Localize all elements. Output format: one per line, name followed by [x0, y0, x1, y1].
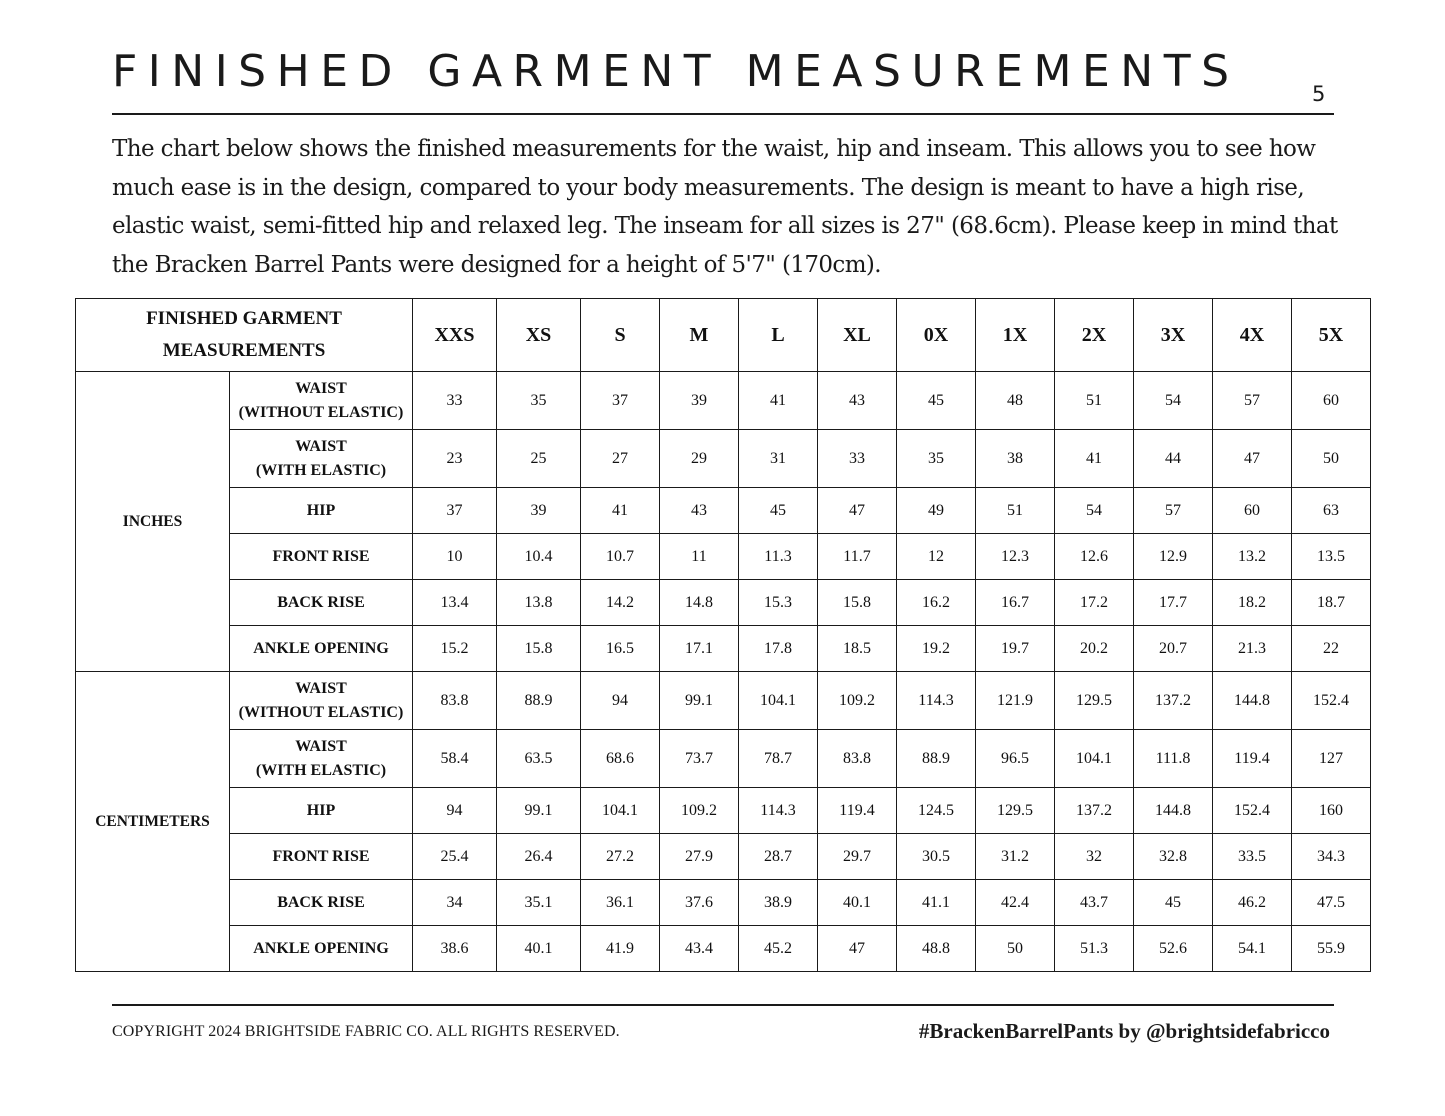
size-header: S	[581, 299, 660, 372]
table-cell: 14.8	[660, 580, 739, 626]
intro-paragraph: The chart below shows the finished measurements for the waist, hip and inseam. This allows you to see how much ease is in the design, compared to your body measurements. The design is meant to have a high rise, elastic waist, semi-fitted hip and relaxed leg. The inseam for all sizes is 27" (68.6cm). Please keep in mind that the Bracken Barrel Pants were designed for a height of 5'7" (170cm).	[112, 136, 1338, 278]
table-cell: 27.9	[660, 834, 739, 880]
table-cell: 51	[1055, 372, 1134, 430]
measurement-label	[230, 488, 413, 534]
table-cell: 94	[581, 672, 660, 730]
table-cell: 41.9	[581, 926, 660, 972]
measurement-label-line-1: ANKLE OPENING	[253, 939, 389, 957]
table-cell: 88.9	[897, 730, 976, 788]
table-cell: 94	[413, 788, 497, 834]
table-cell: 152.4	[1292, 672, 1371, 730]
table-cell: 104.1	[581, 788, 660, 834]
measurement-label-line-1: FRONT RISE	[272, 847, 370, 865]
table-cell: 41.1	[897, 880, 976, 926]
table-cell: 109.2	[818, 672, 897, 730]
measurement-label	[230, 880, 413, 926]
size-header: 5X	[1292, 299, 1371, 372]
table-cell: 47.5	[1292, 880, 1371, 926]
table-cell: 13.5	[1292, 534, 1371, 580]
table-cell: 12.6	[1055, 534, 1134, 580]
table-cell: 26.4	[497, 834, 581, 880]
measurement-label-line-2: (WITH ELASTIC)	[255, 761, 387, 779]
table-cell: 50	[976, 926, 1055, 972]
table-cell: 19.2	[897, 626, 976, 672]
table-cell: 45.2	[739, 926, 818, 972]
table-cell: 41	[581, 488, 660, 534]
table-cell: 88.9	[497, 672, 581, 730]
measurement-label	[230, 730, 413, 788]
table-cell: 45	[1134, 880, 1213, 926]
table-cell: 32	[1055, 834, 1134, 880]
table-cell: 40.1	[818, 880, 897, 926]
size-header: XL	[818, 299, 897, 372]
table-cell: 30.5	[897, 834, 976, 880]
table-cell: 27.2	[581, 834, 660, 880]
size-header: M	[660, 299, 739, 372]
table-cell: 41	[1055, 430, 1134, 488]
table-cell: 16.7	[976, 580, 1055, 626]
table-cell: 137.2	[1134, 672, 1213, 730]
table-cell: 104.1	[1055, 730, 1134, 788]
table-cell: 57	[1134, 488, 1213, 534]
table-cell: 10	[413, 534, 497, 580]
table-cell: 43.7	[1055, 880, 1134, 926]
footer-divider	[112, 1004, 1334, 1006]
table-cell: 54	[1055, 488, 1134, 534]
unit-group-label: INCHES	[76, 372, 230, 672]
table-row	[76, 834, 1371, 880]
table-cell: 60	[1213, 488, 1292, 534]
size-header: XS	[497, 299, 581, 372]
table-cell: 21.3	[1213, 626, 1292, 672]
table-body	[76, 372, 1371, 972]
table-cell: 17.7	[1134, 580, 1213, 626]
corner-header-line-2: MEASUREMENTS	[162, 340, 326, 361]
table-cell: 50	[1292, 430, 1371, 488]
table-row	[76, 534, 1371, 580]
table-cell: 13.2	[1213, 534, 1292, 580]
hashtag-credit: #BrackenBarrelPants by @brightsidefabricco	[918, 1019, 1330, 1043]
size-header: 1X	[976, 299, 1055, 372]
measurement-label-line-1: WAIST	[295, 437, 347, 455]
table-cell: 60	[1292, 372, 1371, 430]
measurement-label-line-2: (WITHOUT ELASTIC)	[238, 703, 404, 721]
table-cell: 39	[497, 488, 581, 534]
table-cell: 51.3	[1055, 926, 1134, 972]
table-cell: 47	[818, 488, 897, 534]
table-cell: 55.9	[1292, 926, 1371, 972]
table-row	[76, 926, 1371, 972]
table-cell: 15.2	[413, 626, 497, 672]
table-cell: 29	[660, 430, 739, 488]
measurement-label-line-2: (WITHOUT ELASTIC)	[238, 403, 404, 421]
table-corner-header	[76, 299, 413, 372]
size-header: 0X	[897, 299, 976, 372]
table-cell: 20.2	[1055, 626, 1134, 672]
table-cell: 17.2	[1055, 580, 1134, 626]
table-cell: 119.4	[818, 788, 897, 834]
table-cell: 152.4	[1213, 788, 1292, 834]
measurement-label-line-1: HIP	[306, 801, 336, 819]
table-cell: 111.8	[1134, 730, 1213, 788]
table-cell: 38.6	[413, 926, 497, 972]
table-cell: 10.7	[581, 534, 660, 580]
measurement-label-line-1: BACK RISE	[277, 893, 365, 911]
table-cell: 18.5	[818, 626, 897, 672]
table-cell: 27	[581, 430, 660, 488]
table-cell: 35.1	[497, 880, 581, 926]
table-cell: 37.6	[660, 880, 739, 926]
table-cell: 20.7	[1134, 626, 1213, 672]
table-cell: 33.5	[1213, 834, 1292, 880]
table-cell: 31	[739, 430, 818, 488]
page-number: 5	[1312, 82, 1326, 106]
table-cell: 127	[1292, 730, 1371, 788]
table-cell: 124.5	[897, 788, 976, 834]
table-cell: 144.8	[1134, 788, 1213, 834]
table-cell: 41	[739, 372, 818, 430]
table-row	[76, 880, 1371, 926]
table-cell: 137.2	[1055, 788, 1134, 834]
measurement-label-line-1: WAIST	[295, 737, 347, 755]
table-cell: 25	[497, 430, 581, 488]
unit-group-label: CENTIMETERS	[76, 672, 230, 972]
table-cell: 43	[660, 488, 739, 534]
table-cell: 51	[976, 488, 1055, 534]
table-row	[76, 788, 1371, 834]
table-cell: 15.3	[739, 580, 818, 626]
table-cell: 33	[413, 372, 497, 430]
table-cell: 23	[413, 430, 497, 488]
table-cell: 52.6	[1134, 926, 1213, 972]
table-cell: 35	[497, 372, 581, 430]
table-cell: 48	[976, 372, 1055, 430]
measurements-table	[75, 298, 1371, 972]
table-cell: 40.1	[497, 926, 581, 972]
table-cell: 129.5	[976, 788, 1055, 834]
table-cell: 25.4	[413, 834, 497, 880]
page-title: FINISHED GARMENT MEASUREMENTS	[112, 46, 1240, 97]
table-cell: 19.7	[976, 626, 1055, 672]
table-cell: 63.5	[497, 730, 581, 788]
title-divider	[112, 113, 1334, 115]
table-cell: 144.8	[1213, 672, 1292, 730]
table-cell: 12.9	[1134, 534, 1213, 580]
table-cell: 99.1	[497, 788, 581, 834]
table-cell: 83.8	[413, 672, 497, 730]
table-cell: 18.2	[1213, 580, 1292, 626]
table-cell: 17.8	[739, 626, 818, 672]
table-cell: 54	[1134, 372, 1213, 430]
table-row	[76, 580, 1371, 626]
table-cell: 58.4	[413, 730, 497, 788]
table-row	[76, 488, 1371, 534]
table-row	[76, 626, 1371, 672]
table-cell: 29.7	[818, 834, 897, 880]
table-cell: 10.4	[497, 534, 581, 580]
measurement-label	[230, 430, 413, 488]
measurement-label	[230, 834, 413, 880]
size-header: 3X	[1134, 299, 1213, 372]
table-cell: 83.8	[818, 730, 897, 788]
table-cell: 31.2	[976, 834, 1055, 880]
table-cell: 160	[1292, 788, 1371, 834]
table-header-row	[76, 299, 1371, 372]
table-row	[76, 430, 1371, 488]
measurement-label-line-1: FRONT RISE	[272, 547, 370, 565]
measurement-label	[230, 926, 413, 972]
table-cell: 45	[739, 488, 818, 534]
table-cell: 119.4	[1213, 730, 1292, 788]
table-cell: 12.3	[976, 534, 1055, 580]
measurement-label-line-1: HIP	[306, 501, 336, 519]
table-cell: 37	[413, 488, 497, 534]
table-cell: 104.1	[739, 672, 818, 730]
table-cell: 35	[897, 430, 976, 488]
table-cell: 96.5	[976, 730, 1055, 788]
measurement-label-line-1: ANKLE OPENING	[253, 639, 389, 657]
table-cell: 15.8	[818, 580, 897, 626]
table-cell: 39	[660, 372, 739, 430]
table-cell: 109.2	[660, 788, 739, 834]
table-cell: 12	[897, 534, 976, 580]
table-cell: 16.2	[897, 580, 976, 626]
table-cell: 44	[1134, 430, 1213, 488]
measurement-label	[230, 372, 413, 430]
table-cell: 43	[818, 372, 897, 430]
table-cell: 11.7	[818, 534, 897, 580]
table-cell: 99.1	[660, 672, 739, 730]
copyright-notice: COPYRIGHT 2024 BRIGHTSIDE FABRIC CO. ALL RIGHTS RESERVED.	[112, 1023, 620, 1040]
corner-header-line-1: FINISHED GARMENT	[146, 308, 342, 329]
measurement-label-line-2: (WITH ELASTIC)	[255, 461, 387, 479]
table-cell: 47	[818, 926, 897, 972]
measurement-label-line-1: WAIST	[295, 379, 347, 397]
table-cell: 11.3	[739, 534, 818, 580]
table-cell: 49	[897, 488, 976, 534]
table-cell: 32.8	[1134, 834, 1213, 880]
table-cell: 129.5	[1055, 672, 1134, 730]
table-cell: 11	[660, 534, 739, 580]
table-cell: 121.9	[976, 672, 1055, 730]
table-cell: 28.7	[739, 834, 818, 880]
table-cell: 15.8	[497, 626, 581, 672]
measurement-label	[230, 534, 413, 580]
measurement-label-line-1: WAIST	[295, 679, 347, 697]
table-cell: 43.4	[660, 926, 739, 972]
measurement-label	[230, 626, 413, 672]
table-cell: 38.9	[739, 880, 818, 926]
measurement-label	[230, 672, 413, 730]
table-cell: 13.8	[497, 580, 581, 626]
measurement-label-line-1: BACK RISE	[277, 593, 365, 611]
table-cell: 57	[1213, 372, 1292, 430]
table-cell: 68.6	[581, 730, 660, 788]
table-cell: 114.3	[897, 672, 976, 730]
table-cell: 54.1	[1213, 926, 1292, 972]
table-cell: 38	[976, 430, 1055, 488]
table-cell: 114.3	[739, 788, 818, 834]
measurement-label	[230, 580, 413, 626]
table-cell: 78.7	[739, 730, 818, 788]
size-header: XXS	[413, 299, 497, 372]
table-row	[76, 672, 1371, 730]
table-cell: 13.4	[413, 580, 497, 626]
table-cell: 48.8	[897, 926, 976, 972]
table-cell: 73.7	[660, 730, 739, 788]
table-cell: 18.7	[1292, 580, 1371, 626]
table-cell: 45	[897, 372, 976, 430]
table-cell: 46.2	[1213, 880, 1292, 926]
table-cell: 34.3	[1292, 834, 1371, 880]
table-cell: 42.4	[976, 880, 1055, 926]
table-cell: 33	[818, 430, 897, 488]
table-cell: 47	[1213, 430, 1292, 488]
table-cell: 63	[1292, 488, 1371, 534]
table-cell: 34	[413, 880, 497, 926]
table-cell: 16.5	[581, 626, 660, 672]
table-cell: 14.2	[581, 580, 660, 626]
table-cell: 36.1	[581, 880, 660, 926]
size-header: 4X	[1213, 299, 1292, 372]
measurement-label	[230, 788, 413, 834]
table-row	[76, 372, 1371, 430]
size-header: 2X	[1055, 299, 1134, 372]
table-cell: 22	[1292, 626, 1371, 672]
size-header: L	[739, 299, 818, 372]
table-cell: 37	[581, 372, 660, 430]
table-cell: 17.1	[660, 626, 739, 672]
table-row	[76, 730, 1371, 788]
